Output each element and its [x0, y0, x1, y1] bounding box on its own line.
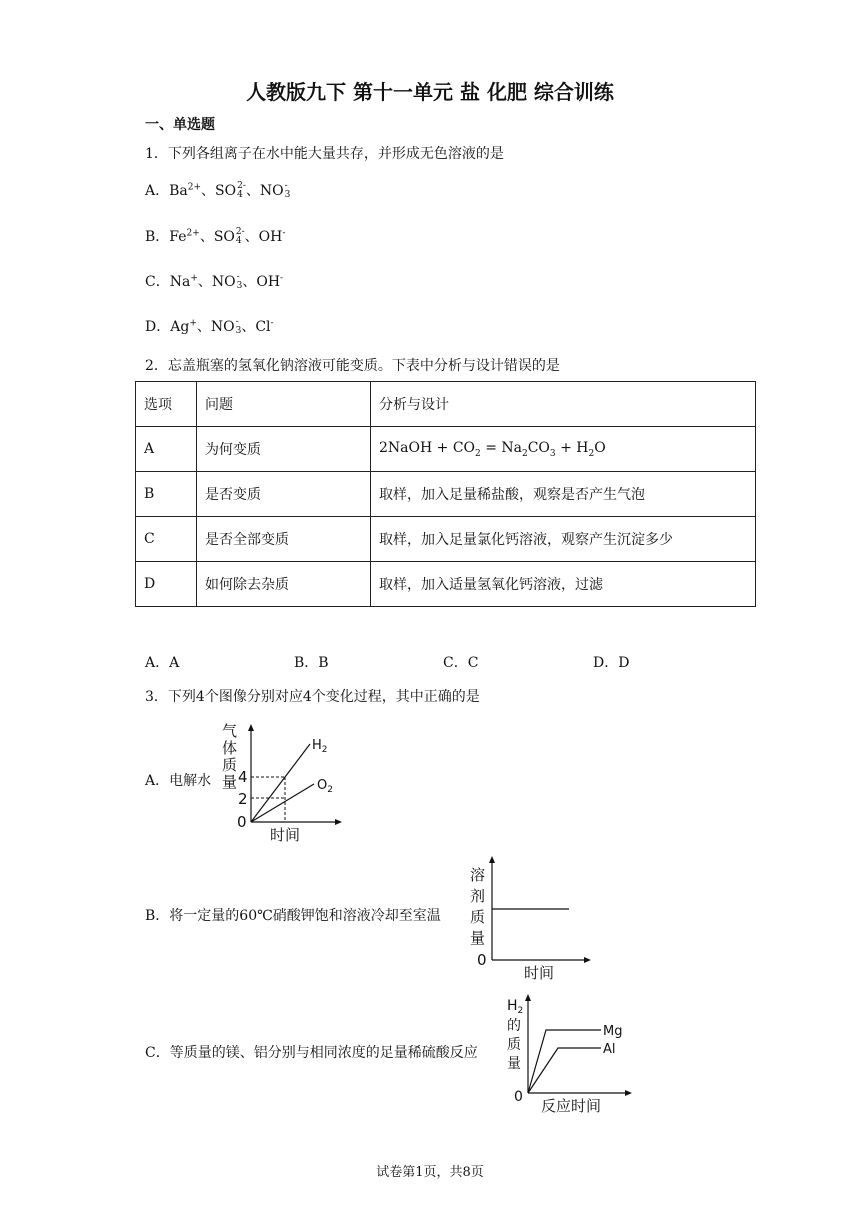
chart-a-tick-2: 2 [238, 790, 248, 808]
chart-a-ylabel-1: 气 [222, 722, 238, 740]
table-row: C 是否全部变质 取样，加入足量氯化钙溶液，观察产生沉淀多少 [136, 517, 756, 562]
q2-option-c: C．C [443, 655, 479, 671]
q2-option-d: D．D [593, 655, 630, 671]
h2-line [251, 744, 310, 822]
h2-label: $H_2$ [312, 738, 328, 755]
chart-b-ylabel-1: 溶 [470, 866, 486, 884]
q3-option-b: B．将一定量的60℃硝酸钾饱和溶液冷却至室温 [145, 908, 441, 924]
o2-label: $O_2$ [317, 778, 333, 795]
al-label: Al [603, 1042, 616, 1057]
chart-c-ylabel-2: 质 [507, 1037, 521, 1053]
chart-b-ylabel-2: 剂 [470, 887, 486, 905]
table-row: 选项 问题 分析与设计 [136, 382, 756, 427]
q1-option-d: D．Ag+、NO - 3 、Cl- [145, 317, 274, 336]
mg-line [528, 1030, 601, 1093]
chart-a-xlabel: 时间 [270, 826, 301, 842]
chart-a-origin: 0 [237, 813, 247, 831]
chart-b-solvent [466, 852, 596, 984]
q2-option-a: A．A [145, 655, 180, 671]
table-row: A 为何变质 2NaOH + $CO_2 = Na_2CO_3 + H_2O$ [136, 427, 756, 472]
chart-c-ylabel-top: $H_2$ [507, 998, 524, 1016]
q1-option-a: A．$Ba^{2+}$、SO 2- 4 、NO - 3 [145, 181, 291, 200]
table-row: B 是否变质 取样，加入足量稀盐酸，观察是否产生气泡 [136, 472, 756, 517]
section-heading: 一、单选题 [145, 117, 215, 133]
q1-stem: 1．下列各组离子在水中能大量共存，并形成无色溶液的是 [145, 146, 504, 162]
chart-b-ylabel-4: 量 [470, 929, 486, 947]
chart-a-ylabel-3: 质 [222, 756, 238, 774]
q3-option-c: C．等质量的镁、铝分别与相同浓度的足量稀硫酸反应 [145, 1045, 478, 1061]
page-footer: 试卷第1页，共8页 [376, 1165, 484, 1180]
q1-option-b: B．$Fe^{2+}$、SO 2- 4 、OH- [145, 227, 286, 246]
chart-c-ylabel-3: 量 [507, 1056, 521, 1072]
chart-b-xlabel: 时间 [524, 964, 555, 982]
chart-b-origin: 0 [477, 951, 487, 969]
q3-stem: 3．下列4个图像分别对应4个变化过程，其中正确的是 [145, 689, 480, 705]
o2-line [251, 784, 314, 822]
chart-c-origin: 0 [514, 1089, 523, 1105]
q2-option-b: B．B [294, 655, 329, 671]
q2-stem: 2．忘盖瓶塞的氢氧化钠溶液可能变质。下表中分析与设计错误的是 [145, 358, 560, 374]
page-title: 人教版九下 第十一单元 盐 化肥 综合训练 [246, 80, 614, 104]
chart-a-ylabel-2: 体 [222, 739, 238, 757]
chart-a-ylabel-4: 量 [222, 773, 238, 791]
chart-a-tick-4: 4 [238, 768, 248, 786]
chart-c-xlabel: 反应时间 [541, 1097, 602, 1115]
mg-label: Mg [603, 1024, 623, 1039]
q2-table [135, 381, 756, 607]
chart-c-hydrogen [503, 990, 638, 1116]
chart-c-ylabel-1: 的 [507, 1018, 521, 1034]
chart-a-electrolysis [218, 718, 346, 842]
chart-b-ylabel-3: 质 [470, 908, 486, 926]
q3-option-a: A．电解水 [145, 773, 212, 789]
table-row: D 如何除去杂质 取样，加入适量氢氧化钙溶液，过滤 [136, 562, 756, 607]
q1-option-c: C．Na+、NO - 3 、OH- [145, 272, 284, 291]
equation-cell: 2NaOH + $CO_2 = Na_2CO_3 + H_2O$ [371, 427, 756, 472]
